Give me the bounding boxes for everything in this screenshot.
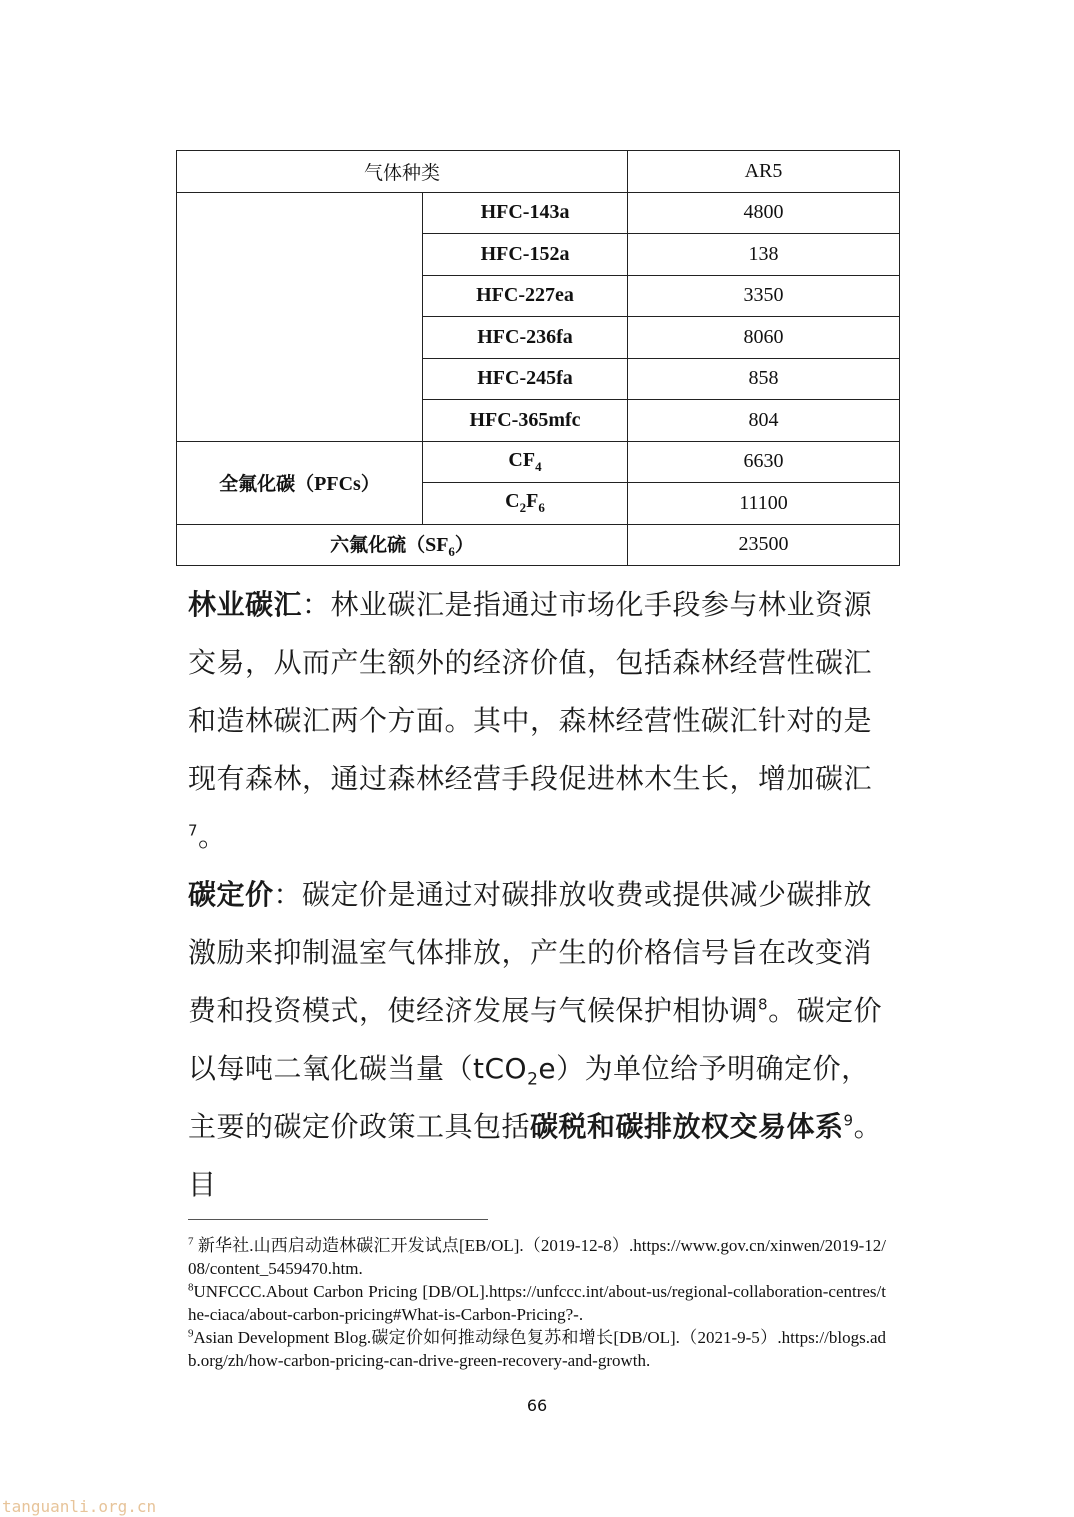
gwp-value: 11100 [628, 483, 900, 525]
paragraph-text-d: 。目 [188, 1110, 883, 1201]
gwp-value: 23500 [628, 524, 900, 566]
watermark: tanguanli.org.cn [2, 1497, 157, 1516]
footnotes [188, 1234, 886, 1372]
c2f6-c: C [505, 490, 520, 513]
c2f6-c-sub: 2 [519, 500, 527, 516]
gwp-value: 6630 [628, 441, 900, 483]
cf4-base: CF [508, 448, 536, 471]
gas-name: HFC-143a [423, 192, 628, 234]
sf6-label [177, 524, 628, 566]
pfc-label-code: PFCs [314, 473, 361, 495]
pfc-label-suffix: ） [360, 473, 380, 495]
sf6-label-prefix: 六氟化硫（ [330, 533, 426, 556]
gas-name: HFC-245fa [423, 358, 628, 400]
gwp-value: 4800 [628, 192, 900, 234]
header-ar5: AR5 [628, 151, 900, 193]
co2-subscript: 2 [527, 1069, 539, 1090]
footnote-8 [188, 1280, 886, 1326]
c2f6-f: F [526, 490, 539, 513]
sf6-label-sub: 6 [448, 543, 455, 559]
term-label: 碳定价 [188, 878, 274, 911]
page-number: 66 [526, 1396, 548, 1415]
pfc-group-label [177, 441, 423, 524]
gwp-value: 858 [628, 358, 900, 400]
paragraph-forest-carbon-sink [188, 576, 888, 866]
term-colon: ： [302, 588, 331, 621]
paragraph-text-c: e）为单位给予明确定价，主要的碳定价政策工具包括 [188, 1052, 870, 1143]
gas-name-c2f6 [423, 483, 628, 525]
gwp-value: 138 [628, 234, 900, 276]
paragraph-text-b: 。碳定价以每吨二氧化碳当量（tCO [188, 994, 883, 1085]
footnote-7 [188, 1234, 886, 1280]
header-gas-type: 气体种类 [177, 151, 628, 193]
gas-name: HFC-236fa [423, 317, 628, 359]
footnote-text: UNFCCC.About Carbon Pricing [DB/OL].https://unfccc.int/about-us/regional-collaboration-centres/the-ciaca/about-carbon-pricing#What-is-Carbon-Pricing?-. [188, 1282, 886, 1324]
term-label: 林业碳汇 [188, 588, 303, 621]
footnote-ref[interactable]: 8 [758, 995, 769, 1014]
emphasis-text: 碳税和碳排放权交易体系 [530, 1110, 844, 1143]
table-row [177, 441, 900, 483]
paragraph-end: 。 [198, 820, 227, 853]
table-row [177, 192, 900, 234]
paragraph-carbon-pricing [188, 866, 888, 1214]
footnote-9 [188, 1326, 886, 1372]
footnote-number: 9 [188, 1327, 194, 1340]
sf6-label-code: SF [425, 533, 449, 556]
gwp-table [176, 150, 900, 566]
footnote-text: 新华社.山西启动造林碳汇开发试点[EB/OL].（2019-12-8）.https://www.gov.cn/xinwen/2019-12/08/content_5459470.htm. [188, 1236, 886, 1278]
cf4-sub: 4 [535, 458, 542, 474]
gas-name: HFC-365mfc [423, 400, 628, 442]
pfc-label-prefix: 全氟化碳（ [219, 473, 315, 495]
footnote-number: 7 [188, 1235, 194, 1248]
table-row [177, 524, 900, 566]
gas-name: HFC-227ea [423, 275, 628, 317]
sf6-label-suffix: ） [454, 533, 474, 556]
gas-name-cf4 [423, 441, 628, 483]
footnote-number: 8 [188, 1281, 194, 1294]
footnote-text: Asian Development Blog.碳定价如何推动绿色复苏和增长[DB/OL].（2021-9-5）.https://blogs.adb.org/zh/how-carbon-pricing-can-drive-green-recovery-and-growth. [188, 1328, 886, 1370]
gwp-value: 3350 [628, 275, 900, 317]
gas-name: HFC-152a [423, 234, 628, 276]
table-header-row [177, 151, 900, 193]
gwp-value: 804 [628, 400, 900, 442]
footnote-ref[interactable]: 9 [843, 1111, 854, 1130]
footnote-divider [188, 1219, 488, 1220]
gwp-value: 8060 [628, 317, 900, 359]
term-colon: ： [273, 878, 303, 911]
paragraph-text: 林业碳汇是指通过市场化手段参与林业资源交易，从而产生额外的经济价值，包括森林经营性碳汇和造林碳汇两个方面。其中，森林经营性碳汇针对的是现有森林，通过森林经营手段促进林木生长，增加碳汇 [188, 588, 873, 795]
paragraph-text-a: 碳定价是通过对碳排放收费或提供减少碳排放激励来抑制温室气体排放，产生的价格信号旨在改变消费和投资模式，使经济发展与气候保护相协调 [188, 878, 873, 1027]
c2f6-f-sub: 6 [538, 500, 545, 516]
hfc-group-cell [177, 192, 423, 441]
footnote-ref[interactable]: 7 [188, 821, 199, 840]
